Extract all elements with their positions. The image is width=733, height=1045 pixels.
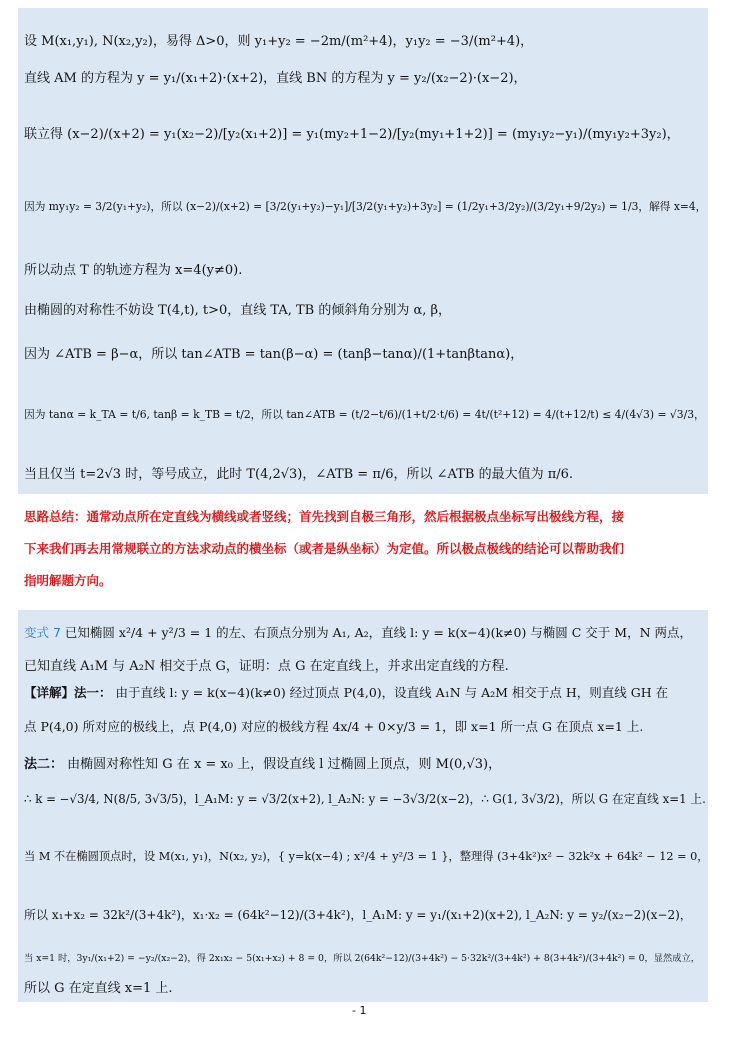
method2-line: 所以 G 在定直线 x=1 上. (24, 981, 173, 996)
summary-line: 思路总结：通常动点所在定直线为横线或者竖线；首先找到自极三角形，然后根据极点坐标写出极线方程，接 (24, 509, 625, 524)
method2-text: 由椭圆对称性知 G 在 x = x₀ 上，假设直线 l 过椭圆上顶点，则 M(0,√3)， (67, 757, 502, 772)
page-number: - 1 (352, 1004, 367, 1017)
detail-label: 【详解】法一： (24, 685, 112, 700)
method2-line: 当 M 不在椭圆顶点时，设 M(x₁, y₁)，N(x₂, y₂)，{ y=k(x−4) ; x²/4 + y²/3 = 1 }，整理得 (3+4k²)x² − 32k²x + 64k² − 12 = 0， (24, 850, 709, 863)
text-line: 因为 ∠ATB = β−α，所以 tan∠ATB = tan(β−α) = (tanβ−tanα)/(1+tanβtanα)， (24, 347, 524, 362)
summary-line: 指明解题方向。 (24, 573, 112, 588)
summary-line: 下来我们再去用常规联立的方法求动点的横坐标（或者是纵坐标）为定值。所以极点极线的结论可以帮助我们 (24, 541, 625, 556)
detail-line: 点 P(4,0) 所对应的极线上，点 P(4,0) 对应的极线方程 4x/4 + 0×y/3 = 1，即 x=1 所一点 G 在顶点 x=1 上. (24, 719, 644, 734)
detail-line (24, 684, 668, 702)
variant-line (24, 624, 692, 642)
method2-line (24, 756, 501, 774)
text-line: 由椭圆的对称性不妨设 T(4,t), t>0，直线 TA, TB 的倾斜角分别为 α, β， (24, 303, 452, 318)
method2-line: ∴ k = −√3/4, N(8/5, 3√3/5)，l_A₁M: y = √3/2(x+2), l_A₂N: y = −3√3/2(x−2)，∴ G(1, 3√3/2)，所以 G 在定直线 x=1 上. (24, 792, 706, 806)
variant-line: 已知直线 A₁M 与 A₂N 相交于点 G，证明：点 G 在定直线上，并求出定直线的方程. (24, 659, 509, 674)
text-line: 设 M(x₁,y₁), N(x₂,y₂)，易得 Δ>0，则 y₁+y₂ = −2m/(m²+4)，y₁y₂ = −3/(m²+4)， (24, 34, 534, 49)
text-line: 因为 my₁y₂ = 3/2(y₁+y₂)，所以 (x−2)/(x+2) = [3/2(y₁+y₂)−y₁]/[3/2(y₁+y₂)+3y₂] = (1/2y₁+3/2y₂)/(3/2y₁+9/2y₂) = 1/3，解得 x=4， (24, 200, 707, 213)
text-line: 所以动点 T 的轨迹方程为 x=4(y≠0). (24, 263, 243, 278)
variant-text: 已知椭圆 x²/4 + y²/3 = 1 的左、右顶点分别为 A₁, A₂，直线 l: y = k(x−4)(k≠0) 与椭圆 C 交于 M，N 两点， (64, 625, 692, 640)
variant-label: 变式 7 (24, 625, 61, 640)
text-line: 直线 AM 的方程为 y = y₁/(x₁+2)·(x+2)，直线 BN 的方程为 y = y₂/(x₂−2)·(x−2)， (24, 71, 527, 86)
method2-line: 当 x=1 时，3y₁/(x₁+2) = −y₂/(x₂−2)，得 2x₁x₂ − 5(x₁+x₂) + 8 = 0，所以 2(64k²−12)/(3+4k²) − 5·32k²/(3+4k²) + 8(3+4k²)/(3+4k²) = 0，显然成立， (24, 953, 700, 964)
text-line: 当且仅当 t=2√3 时，等号成立，此时 T(4,2√3)，∠ATB = π/6，所以 ∠ATB 的最大值为 π/6. (24, 467, 574, 482)
detail-text: 由于直线 l: y = k(x−4)(k≠0) 经过顶点 P(4,0)，设直线 A₁N 与 A₂M 相交于点 H，则直线 GH 在 (115, 685, 669, 700)
method2-line: 所以 x₁+x₂ = 32k²/(3+4k²)，x₁·x₂ = (64k²−12)/(3+4k²)，l_A₁M: y = y₁/(x₁+2)(x+2), l_A₂N: y = y₂/(x₂−2)(x−2)， (24, 908, 692, 922)
text-line: 因为 tanα = k_TA = t/6, tanβ = k_TB = t/2，所以 tan∠ATB = (t/2−t/6)/(1+t/2·t/6) = 4t/(t²+12) = 4/(t+12/t) ≤ 4/(4√3) = √3/3， (24, 408, 705, 421)
method2-label: 法二： (24, 757, 64, 772)
text-line: 联立得 (x−2)/(x+2) = y₁(x₂−2)/[y₂(x₁+2)] = y₁(my₂+1−2)/[y₂(my₁+1+2)] = (my₁y₂−y₁)/(my₁y₂+3y₂)， (24, 127, 680, 142)
